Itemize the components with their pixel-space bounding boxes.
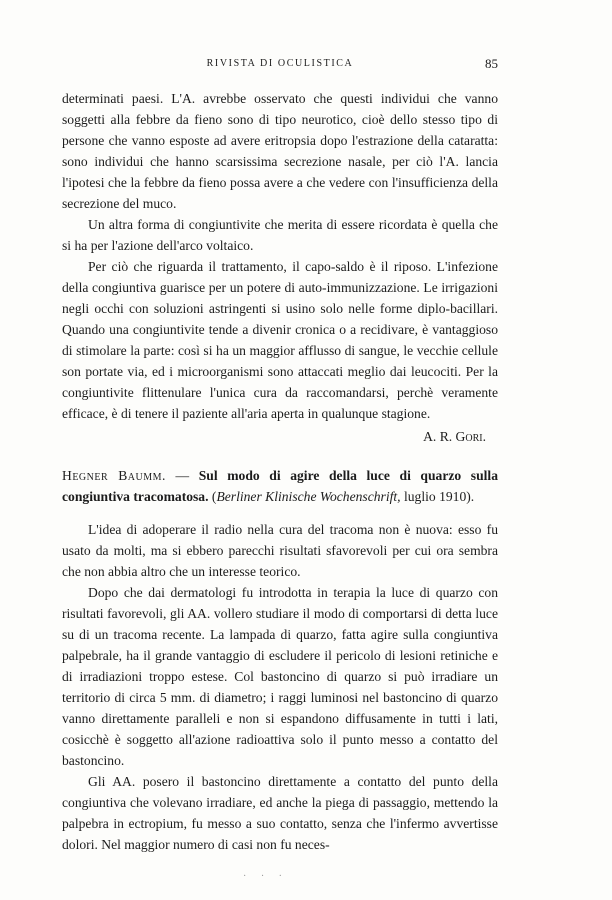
- paragraph-continued: determinati paesi. L'A. avrebbe osservato che questi individui che vanno soggetti alla febbre da fieno sono di tipo neurotico, cioè dello stesso tipo di persone che vanno esposte ad avere eritropsia dopo l'estrazione della cataratta: sono individui che hanno scarsissima secrezione nasale, per ciò l'A. lancia l'ipotesi che la febbre da fieno possa avere a che vedere con l'insufficienza della secrezione del muco.: [62, 91, 498, 211]
- signature-text: A. R. Gori.: [423, 429, 486, 444]
- heading-dash: —: [165, 468, 199, 483]
- article-author: Hegner Baumm.: [62, 468, 166, 483]
- paragraph-arc-voltaico: Un altra forma di congiuntivite che merita di essere ricordata è quella che si ha per l'azione dell'arco voltaico.: [62, 217, 498, 253]
- page-header: [62, 56, 498, 72]
- article-paragraph-radio: L'idea di adoperare il radio nella cura del tracoma non è nuova: esso fu usato da molti, ma si ebbero parecchi risultati sfavorevoli per cui ora sembra che non abbia altro che un interesse teorico.: [62, 522, 498, 579]
- article-paragraph-method: Gli AA. posero il bastoncino direttamente a contatto del punto della congiuntiva che volevano irradiare, ed anche la piega di passaggio, mettendo la palpebra in ectropium, fu messo a suo contatto, senza che l'infermo avvertisse dolori. Nel maggior numero di casi non fu neces-: [62, 774, 498, 852]
- source-date: luglio 1910).: [400, 489, 475, 504]
- article-title: Sul modo di agire della luce di quarzo sulla congiuntiva tracomatosa.: [62, 468, 498, 504]
- source-open: (: [208, 489, 217, 504]
- footer-mark: · · ·: [243, 871, 288, 882]
- page-number: 85: [485, 56, 498, 71]
- source-journal: Berliner Klinische Wochenschrift,: [216, 489, 401, 504]
- main-text: [62, 88, 498, 855]
- running-head: RIVISTA DI OCULISTICA: [206, 58, 354, 69]
- author-signature: [62, 426, 498, 447]
- article-heading: [62, 465, 498, 507]
- paragraph-treatment: Per ciò che riguarda il trattamento, il capo-saldo è il riposo. L'infezione della congiuntiva guarisce per un potere di auto-immunizzazione. Le irrigazioni negli occhi con soluzioni astringenti si usino solo nelle forme diplo-bacillari. Quando una congiuntivite tende a divenir cronica o a recidivare, è vantaggioso di stimolare la parte: così si ha un maggior afflusso di sangue, le vecchie cellule son portate via, ed i microorganismi sono attaccati meglio dai leucociti. Per la congiuntivite flittenulare l'unica cura da raccomandarsi, perchè veramente efficace, è di tenere il paziente all'aria aperta in qualunque stagione.: [62, 259, 498, 421]
- article-paragraph-quartz-light: Dopo che dai dermatologi fu introdotta in terapia la luce di quarzo con risultati favorevoli, gli AA. vollero studiare il modo di comportarsi di detta luce su di un tracoma recente. La lampada di quarzo, fatta agire sulla congiuntiva palpebrale, ha il grande vantaggio di escludere il pericolo di lesioni retiniche e di irradiazioni troppo estese. Col bastoncino di quarzo si può irradiare un territorio di circa 5 mm. di diametro; i raggi luminosi nel bastoncino di quarzo vanno direttamente paralleli e non si espandono diffusamente in tutti i lati, cosicchè è soggetto all'azione radioattiva solo il punto messo a contatto del bastoncino.: [62, 585, 498, 768]
